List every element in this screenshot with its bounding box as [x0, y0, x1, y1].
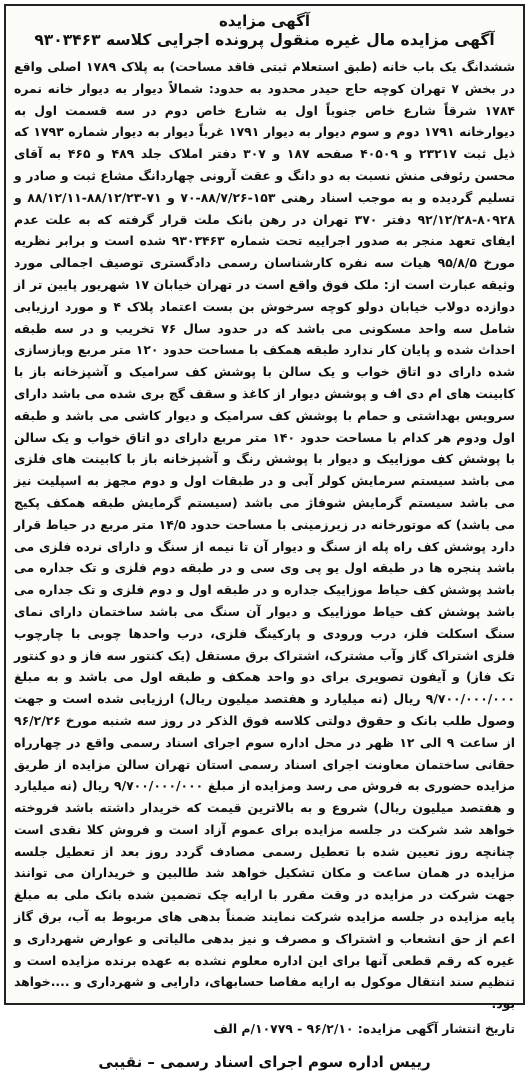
notice-subtitle: آگهی مزایده مال غیره منقول پرونده اجرایی کلاسه ۹۳۰۳۴۶۳ — [34, 31, 495, 49]
notice-title: آگهی مزایده — [218, 12, 311, 30]
auction-notice — [4, 4, 525, 1072]
signature-line: رییس اداره سوم اجرای اسناد رسمی – نقیبی — [98, 1053, 431, 1072]
notice-body: ششدانگ یک باب خانه (طبق استعلام ثبتی فاقد مساحت) به پلاک ۱۷۸۹ اصلی واقع در بخش ۷ تهران کوچه حاج حیدر محدود به حدود: شمالاً دیوار به دیوار خانه نمره ۱۷۸۴ شرقاً شارع خاص جنوباً اول به شارع خاص دوم در سه قسمت اول به دیوارخانه ۱۷۹۱ دوم و سوم دیوار به دیوار ۱۷۹۱ غرباً دیوار به دیوار شماره ۱۷۹۳ که ذیل ثبت ۲۳۲۱۷ و ۴۰۵۰۹ صفحه ۱۸۷ و ۳۰۷ دفتر املاک جلد ۴۸۹ و ۴۶۵ به آقای محسن رئوفی منش نسبت به دو دانگ و عقت آرونی چهاردانگ مشاع ثبت و صادر و تسلیم گردیده و به موجب اسناد رهنی ۱۵۳-۸۸/۷/۲۶-۷۰ و ۷۱-۸۸/۱۲/۲۳-۸۸/۱۲/۱۱ و ۸۰۹۲۸-۹۲/۱۲/۲۸ دفتر ۳۷۰ تهران در رهن بانک ملت قرار گرفته که به علت عدم ایفای تعهد منجر به صدور اجراییه تحت شماره ۹۳۰۳۴۶۳ شده است و برابر نظریه مورخ ۹۵/۸/۵ هیات سه نفره کارشناسان رسمی دادگستری توصیف اجمالی مورد وثیقه عبارت است از: ملک فوق واقع است در تهران خیابان ۱۷ شهریور پایین تر از دوازده دولاب خیابان دولو کوچه سرخوش بن بست اعتماد پلاک ۴ و مورد ارزیابی شامل سه واحد مسکونی می باشد که در حدود سال ۷۶ تخریب و در سه طبقه احداث شده و پایان کار ندارد طبقه همکف با مساحت حدود ۱۲۰ متر مربع وبازسازی شده دارای دو اتاق خواب و یک سالن با پوشش کف سرامیک و آشپزخانه باز با کابینت های ام دی اف و پوشش دیوار از کاغذ و سقف گچ بری شده می باشد دارای سرویس بهداشتی و حمام با پوشش کف سرامیک و دیوار کاشی می باشد و طبقه اول ودوم هر کدام با مساحت حدود ۱۴۰ متر مربع دارای دو اتاق خواب و یک سالن با پوشش کف موزاییک و دیوار با پوشش رنگ و آشپزخانه باز با کابینت های فلزی می باشد سیستم سرمایش کولر آبی و در طبقات اول و دوم مجهز به اسپلیت نیز می باشد سیستم گرمایش شوفاژ می باشد (سیستم گرمایش طبقه همکف پکیج می باشد) که موتورخانه در زیرزمینی با مساحت حدود ۱۴/۵ متر مربع در حیاط قرار دارد پوشش کف راه پله از سنگ و دیوار آن تا نیمه از سنگ و دارای نرده فلزی می باشد پنجره ها در طبقه اول یو پی وی سی و در طبقه دوم فلزی و تک جداره می باشد پوشش کف حیاط موزاییک جداره و در طبقه اول و دوم فلزی و تک جداره می باشد پوشش کف حیاط موزاییک و دیوار آن سنگ می باشد ساختمان دارای نمای سنگ اسکلت فلز، درب ورودی و پارکینگ فلزی، درب واحدها چوبی با چارچوب فلزی اشتراک گاز وآب مشترک، اشتراک برق مستقل (یک کنتور سه فاز و دو کنتور تک فاز) و آیفون تصویری برای دو واحد همکف و طبقه اول می باشد و به مبلغ ۹/۷۰۰/۰۰۰/۰۰۰ ریال (نه میلیارد و هفتصد میلیون ریال) ارزیابی شده است و جهت وصول طلب بانک و حقوق دولتی کلاسه فوق الذکر در روز سه شنبه مورخ ۹۶/۲/۲۶ از ساعت ۹ الی ۱۲ ظهر در محل اداره سوم اجرای اسناد رسمی واقع در چهارراه حقانی ساختمان معاونت اجرای اسناد رسمی استان تهران سالن مزایده از طریق مزایده حضوری به فروش می رسد ومزایده از مبلغ ۹/۷۰۰/۰۰۰/۰۰۰ ریال (نه میلیارد و هفتصد میلیون ریال) شروع و به بالاترین قیمت که خریدار داشته باشد فروخته خواهد شد شرکت در جلسه مزایده برای عموم آزاد است و فروش کلا نقدی است چنانچه روز تعیین شده با تعطیل رسمی مصادف گردد روز بعد از تعطیل جلسه مزایده در همان ساعت و مکان تشکیل خواهد شد طالبین و خریداران می توانند جهت شرکت در مزایده در وقت مقرر با ارایه چک تضمین شده بانک ملی به مبلغ پایه مزایده در جلسه مزایده شرکت نمایند ضمناً بدهی های مربوط به آب، برق گاز اعم از حق انشعاب و اشتراک و مصرف و نیز بدهی مالیاتی و عوارض شهرداری و غیره که رقم قطعی آنها برای این اداره معلوم نشده به عهده برنده مزایده است و تنظیم سند انتقال موکول به ارایه مفاصا حسابهای، دارایی و شهرداری و ....خواهد بود. — [14, 59, 516, 1012]
publication-date-line: تاریخ انتشار آگهی مزایده: ۹۶/۲/۱۰ - ۱۰۷۷۹/م الف — [213, 1021, 515, 1037]
